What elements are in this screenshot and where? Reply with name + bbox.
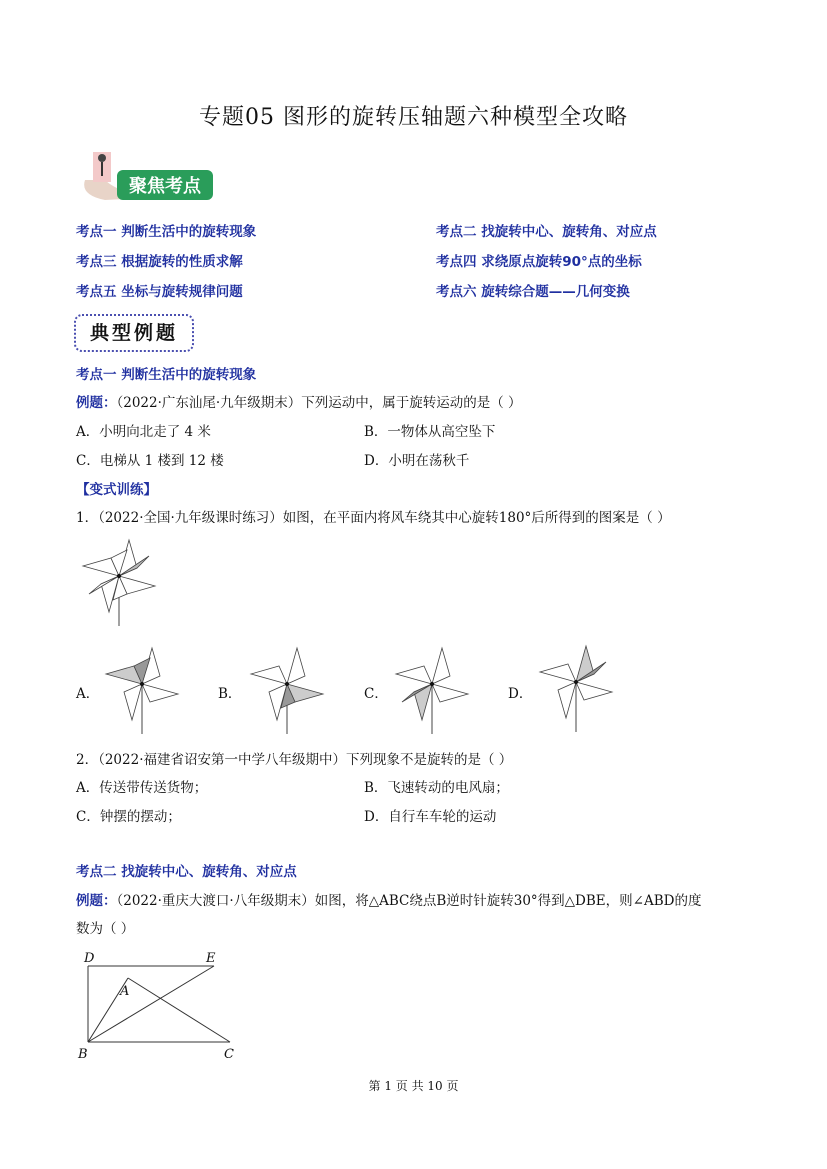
example2-text: （2022·重庆大渡口·八年级期末）如图，将△ABC绕点B逆时针旋转30°得到△DBE，则∠ABD的度 bbox=[116, 893, 702, 909]
pinwheel-choice-d bbox=[534, 640, 618, 732]
pinwheel-choice-a bbox=[100, 642, 184, 734]
point-c-label: C bbox=[224, 1047, 234, 1062]
topic-6: 考点六 旋转综合题——几何变换 bbox=[436, 284, 630, 300]
example2-label: 例题： bbox=[76, 893, 117, 909]
q2-option-a: A．传送带传送货物； bbox=[76, 780, 208, 796]
option-d: D．小明在荡秋千 bbox=[364, 453, 470, 469]
topic-4: 考点四 求绕原点旋转90°点的坐标 bbox=[436, 254, 642, 270]
point-d-label: D bbox=[84, 951, 95, 966]
focus-points-banner bbox=[75, 150, 215, 204]
pinwheel-original-figure bbox=[78, 535, 160, 627]
topic-5: 考点五 坐标与旋转规律问题 bbox=[76, 284, 243, 300]
topic-3: 考点三 根据旋转的性质求解 bbox=[76, 254, 243, 270]
example-label: 例题： bbox=[76, 395, 117, 411]
topic-2: 考点二 找旋转中心、旋转角、对应点 bbox=[436, 224, 657, 240]
q1-choice-c-label: C． bbox=[364, 686, 388, 702]
page-footer: 第 1 页 共 10 页 bbox=[368, 1079, 459, 1093]
q2-option-d: D．自行车车轮的运动 bbox=[364, 809, 497, 825]
q2-option-c: C．钟摆的摆动； bbox=[76, 809, 181, 825]
topic-1: 考点一 判断生活中的旋转现象 bbox=[76, 224, 257, 240]
section2-heading: 考点二 找旋转中心、旋转角、对应点 bbox=[76, 864, 297, 880]
section2-example-line1 bbox=[76, 889, 701, 909]
point-a-label: A bbox=[120, 984, 130, 999]
point-b-label: B bbox=[78, 1047, 88, 1062]
question-1: 1．（2022·全国·九年级课时练习）如图，在平面内将风车绕其中心旋转180°后所得到的图案是（ ） bbox=[76, 510, 671, 526]
option-a: A．小明向北走了 4 米 bbox=[76, 424, 211, 440]
option-c: C．电梯从 1 楼到 12 楼 bbox=[76, 453, 224, 469]
pinwheel-choice-c bbox=[390, 642, 474, 734]
rotation-triangle-figure bbox=[76, 946, 246, 1066]
page-title: 专题05 图形的旋转压轴题六种模型全攻略 bbox=[199, 105, 628, 130]
typical-examples-banner: 典型例题 bbox=[74, 314, 194, 352]
focus-banner-label: 聚焦考点 bbox=[129, 176, 201, 197]
q1-choice-a-label: A． bbox=[76, 686, 100, 702]
practice-label: 【变式训练】 bbox=[76, 482, 157, 498]
q1-choice-d-label: D． bbox=[508, 686, 533, 702]
question-2: 2．（2022·福建省诏安第一中学八年级期中）下列现象不是旋转的是（ ） bbox=[76, 752, 513, 768]
q1-choice-b-label: B． bbox=[218, 686, 242, 702]
section1-example bbox=[76, 391, 521, 411]
q2-option-b: B．飞速转动的电风扇； bbox=[364, 780, 509, 796]
section1-heading: 考点一 判断生活中的旋转现象 bbox=[76, 367, 257, 383]
option-b: B．一物体从高空坠下 bbox=[364, 424, 496, 440]
point-e-label: E bbox=[206, 951, 216, 966]
section2-example-line2: 数为（ ） bbox=[76, 921, 135, 937]
example-text: （2022·广东汕尾·九年级期末）下列运动中，属于旋转运动的是（ ） bbox=[116, 395, 522, 411]
pinwheel-choice-b bbox=[245, 642, 329, 734]
